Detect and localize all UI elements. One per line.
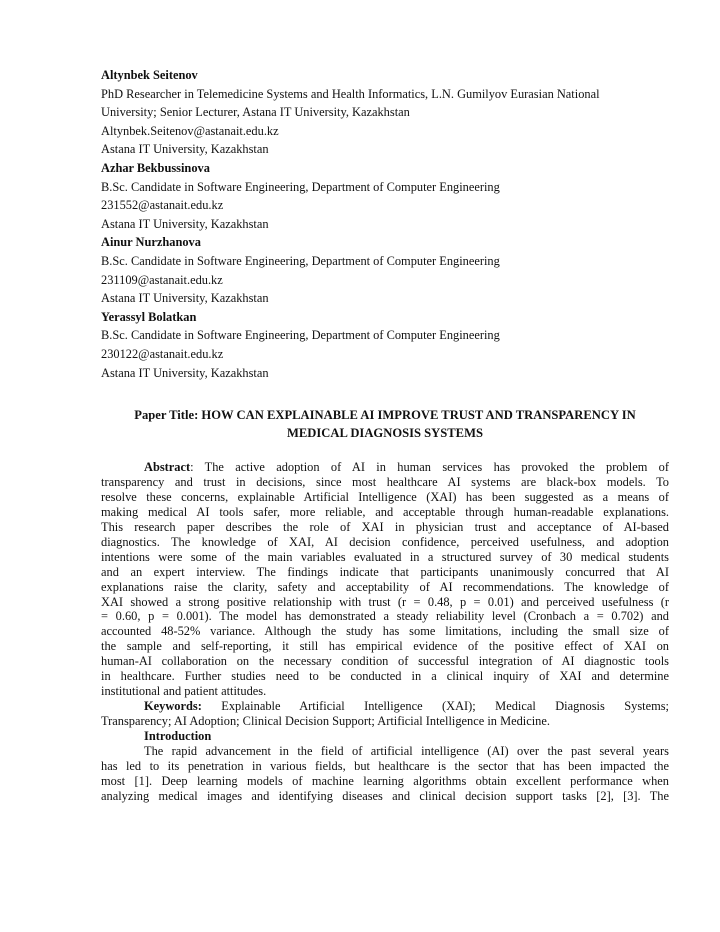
abstract-line: making medical AI tools safer, more reliable, and acceptable through human-readable explanations. xyxy=(101,504,669,519)
paper-title-line: MEDICAL DIAGNOSIS SYSTEMS xyxy=(287,426,483,441)
abstract-line: transparency and trust in decisions, since most healthcare AI systems are black-box models. To xyxy=(101,475,669,490)
abstract-line: and an expert interview. The findings indicate that participants unanimously concurred that AI xyxy=(101,564,669,579)
abstract-text: : The active adoption of AI in human services has provoked the problem of xyxy=(190,460,669,475)
keywords-label: Keywords: xyxy=(144,699,202,714)
abstract-line: resolve these concerns, explainable Artificial Intelligence (XAI) has been suggested as a means of xyxy=(101,489,669,504)
abstract-line: institutional and patient attitudes. xyxy=(101,684,267,699)
author-affiliation: B.Sc. Candidate in Software Engineering, Department of Computer Engineering xyxy=(101,253,500,268)
keywords xyxy=(101,699,669,729)
author-email: Altynbek.Seitenov@astanait.edu.kz xyxy=(101,123,279,138)
keywords-text: Explainable Artificial Intelligence (XAI); Medical Diagnosis Systems; xyxy=(201,699,669,714)
author-email: 231109@astanait.edu.kz xyxy=(101,272,223,287)
abstract-label: Abstract xyxy=(144,460,191,475)
abstract-line: in healthcare. Further studies need to be conducted in a clinical inquiry of XAI and determine xyxy=(101,669,669,684)
keywords-line xyxy=(101,699,669,714)
paper-title xyxy=(101,406,669,442)
abstract-line: = 0.60, p = 0.001). The model has demonstrated a steady reliability level (Cronbach a = 0.702) and xyxy=(101,609,669,624)
abstract xyxy=(101,460,669,699)
abstract-line: This research paper describes the role of XAI in physician trust and acceptance of AI-based xyxy=(101,519,669,534)
abstract-line: intentions were some of the main variables evaluated in a structured survey of 30 medical students xyxy=(101,549,669,564)
body-line: has led to its penetration in various fields, but healthcare is the sector that has been impacted the xyxy=(101,758,669,773)
author-affiliation: University; Senior Lecturer, Astana IT University, Kazakhstan xyxy=(101,105,410,120)
author-name: Altynbek Seitenov xyxy=(101,68,198,82)
author-email: 231552@astanait.edu.kz xyxy=(101,198,224,213)
introduction xyxy=(101,729,669,804)
abstract-line: accounted 48-52% variance. Although the study has some limitations, including the small size of xyxy=(101,624,669,639)
author-institution: Astana IT University, Kazakhstan xyxy=(101,365,269,380)
author-name: Yerassyl Bolatkan xyxy=(101,309,197,324)
abstract-line: diagnostics. The knowledge of XAI, AI decision confidence, perceived usefulness, and adoption xyxy=(101,534,669,549)
abstract-line xyxy=(101,460,669,475)
abstract-line: the sample and self-reporting, it still has empirical evidence of the positive effect of XAI on xyxy=(101,639,669,654)
paper-page xyxy=(101,66,669,804)
paper-title-line: Paper Title: HOW CAN EXPLAINABLE AI IMPROVE TRUST AND TRANSPARENCY IN xyxy=(134,408,636,423)
author-block xyxy=(101,66,669,382)
abstract-line: XAI showed a strong positive relationship with trust (r = 0.48, p = 0.01) and perceived usefulness (r xyxy=(101,594,669,609)
author-affiliation: B.Sc. Candidate in Software Engineering, Department of Computer Engineering xyxy=(101,179,500,194)
author-institution: Astana IT University, Kazakhstan xyxy=(101,291,269,306)
author-institution: Astana IT University, Kazakhstan xyxy=(101,216,269,231)
author-name: Ainur Nurzhanova xyxy=(101,235,201,250)
author-affiliation: B.Sc. Candidate in Software Engineering, Department of Computer Engineering xyxy=(101,328,500,343)
section-heading: Introduction xyxy=(144,728,212,743)
abstract-line: human-AI collaboration on the necessary condition of successful integration of AI diagnostic tools xyxy=(101,654,669,669)
author-affiliation: PhD Researcher in Telemedicine Systems and Health Informatics, L.N. Gumilyov Eurasian National xyxy=(101,86,600,101)
keywords-line: Transparency; AI Adoption; Clinical Decision Support; Artificial Intelligence in Medicine. xyxy=(101,714,550,729)
author-name: Azhar Bekbussinova xyxy=(101,160,210,175)
author-email: 230122@astanait.edu.kz xyxy=(101,346,224,361)
author-institution: Astana IT University, Kazakhstan xyxy=(101,142,269,157)
body-line: analyzing medical images and identifying diseases and clinical decision support tasks [2], [3]. The xyxy=(101,788,669,803)
body-line: The rapid advancement in the field of artificial intelligence (AI) over the past several years xyxy=(144,743,669,758)
abstract-line: explanations raise the clarity, safety and acceptability of AI recommendations. The knowledge of xyxy=(101,579,669,594)
body-line: most [1]. Deep learning models of machine learning algorithms obtain excellent performance when xyxy=(101,773,669,788)
